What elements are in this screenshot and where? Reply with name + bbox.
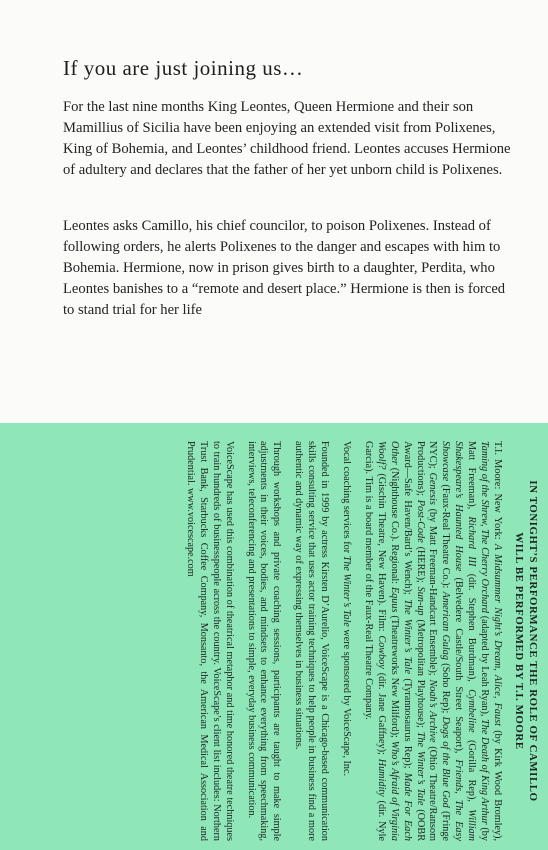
bio-text: (Metropolitan Playhouse); bbox=[414, 615, 426, 732]
bio-text: (Nighthouse Co.). Regional: bbox=[388, 464, 400, 587]
bio-title: Who’s Afraid of Virginia Woolf? bbox=[375, 441, 400, 841]
bio-title: Dogs of the Blue God bbox=[440, 716, 452, 808]
bio-text: T.I. Moore: New York: bbox=[492, 441, 503, 544]
bio-title: American Gulag bbox=[440, 591, 452, 660]
bio-title: The Winter’s Tale bbox=[401, 599, 413, 674]
summary-heading: If you are just joining us… bbox=[63, 56, 304, 80]
insert-title bbox=[512, 441, 540, 841]
bio-text: (Belvedere Castle/South Street Seaport), bbox=[453, 571, 465, 760]
cast-change-insert bbox=[0, 423, 548, 850]
bio-title: Noah’s Archive bbox=[427, 679, 439, 743]
bio-title: The Death of King Arthur bbox=[479, 719, 491, 825]
voicescape-about-2: Through workshops and private coaching sessions, participants are taught to make simple adjustments in their voices, bodies, and mindsets to enhance everything from speechmaking, interviews, teleconferencing and presentations to simple, everyday business communication. bbox=[245, 441, 283, 841]
bio-text: (by Matt Freeman-Handcart Ensemble); bbox=[427, 504, 439, 680]
bio-title: Made For Each Other bbox=[388, 441, 413, 841]
bio-title: A Midsummer Night’s Dream, Alice, Faust bbox=[492, 543, 503, 726]
bio-text: (HERE); bbox=[414, 542, 426, 587]
sponsor-title: The Winter’s Tale bbox=[341, 555, 353, 627]
insert-title-line-2: WILL BE PERFORMED BY T.I. MOORE bbox=[513, 532, 525, 750]
bio-text: (Theatreworks New Milford); bbox=[388, 612, 400, 741]
bio-text: (Ohio Theatre/Ransom Productions); bbox=[414, 441, 439, 842]
bio-text: (adapted by Leah Ryan), bbox=[479, 613, 491, 720]
bio-title: William Shakespeare’s Haunted House bbox=[453, 441, 478, 841]
bio-text: (Faux-Real Theatre Co.): bbox=[440, 481, 452, 592]
bio-text: (dir. Jane Gaffney); bbox=[375, 668, 387, 759]
insert-title-line-1: IN TONIGHT’S PERFORMANCE THE ROLE OF CAMILLO bbox=[527, 480, 539, 802]
actor-bio bbox=[361, 441, 503, 841]
bio-text: (by Matt Freeman), bbox=[466, 441, 491, 841]
bio-title: Cymbeline bbox=[466, 689, 478, 733]
bio-text: (OOBR Award—Safe Haven/Bard’s Wench); bbox=[401, 441, 426, 841]
bio-title: Friends, The Easy Showcase bbox=[440, 441, 465, 842]
sponsor-credit bbox=[339, 441, 352, 841]
bio-text: (dir. Stephen Burdman), bbox=[466, 566, 478, 690]
bio-title: Taming of the Shrew, The Cherry Orchard bbox=[479, 441, 491, 614]
summary-paragraph-1: For the last nine months King Leontes, Queen Hermione and their son Mamillius of Sicilia have been enjoying an extended visit from Polixenes, King of Bohemia, and Leontes’ childhood friend. Leontes accuses Hermione of adultery and declares that the father of her yet unborn child is Polixenes. bbox=[63, 99, 511, 178]
sponsor-text: Vocal coaching services for bbox=[341, 441, 353, 556]
voicescape-about-1: Founded in 1999 by actress Kirsten D’Aurelio, VoiceScape is a Chicago-based communication skills consulting service that uses actor training techniques to help people in business find a more authentic and dynamic way of expressing themselves in business situations. bbox=[293, 441, 331, 841]
voicescape-about-3: VoiceScape has used this combination of theatrical metaphor and time honored theatre techniques to train hundreds of businesspeople across the country. VoiceScape’s client list includes: Northern Trust Bank, Starbucks Coffee Company, Monsanto, the American Medical Association and Prudential. www.voicescape.com bbox=[184, 441, 235, 841]
bio-text: (by Kirk Wood Bromley), bbox=[492, 725, 503, 841]
bio-title: Humidity bbox=[375, 758, 387, 797]
bio-title: Cowboy bbox=[375, 635, 387, 669]
bio-title: The Winter’s Tale bbox=[414, 731, 426, 806]
bio-text: (Gorilla Rep), bbox=[466, 732, 478, 810]
bio-text: (Soho Rep); bbox=[440, 659, 452, 717]
bio-title: Post-Code bbox=[414, 499, 426, 543]
insert-rotated-text bbox=[52, 441, 540, 841]
bio-text: (dir. Nyle Garcia). Tim is a board member of the Faux-Real Theatre Company. bbox=[362, 441, 387, 841]
bio-text: (Gischin Theatre, New Haven). Film: bbox=[375, 469, 387, 636]
bio-text: (Fringe NYC); bbox=[427, 441, 452, 841]
bio-title: Genesis bbox=[427, 472, 439, 505]
summary-paragraph-2: Leontes asks Camillo, his chief councilor, to poison Polixenes. Instead of following orders, he alerts Polixenes to the danger and escapes with him to Bohemia. Hermione, now in prison gives birth to a daughter, Perdita, who Leontes banishes to a “remote and desert place.” Hermione is then is forced to stand trial for her life bbox=[63, 218, 506, 318]
bio-title: Richard III bbox=[466, 516, 478, 567]
program-page-summary bbox=[0, 0, 548, 423]
bio-text: (Tyrannosaurus Rep); bbox=[401, 673, 413, 773]
bio-title: Sun-up bbox=[414, 586, 426, 616]
bio-title: Equus bbox=[388, 586, 400, 613]
sponsor-text: were sponsored by VoiceScape, Inc. bbox=[341, 626, 353, 777]
